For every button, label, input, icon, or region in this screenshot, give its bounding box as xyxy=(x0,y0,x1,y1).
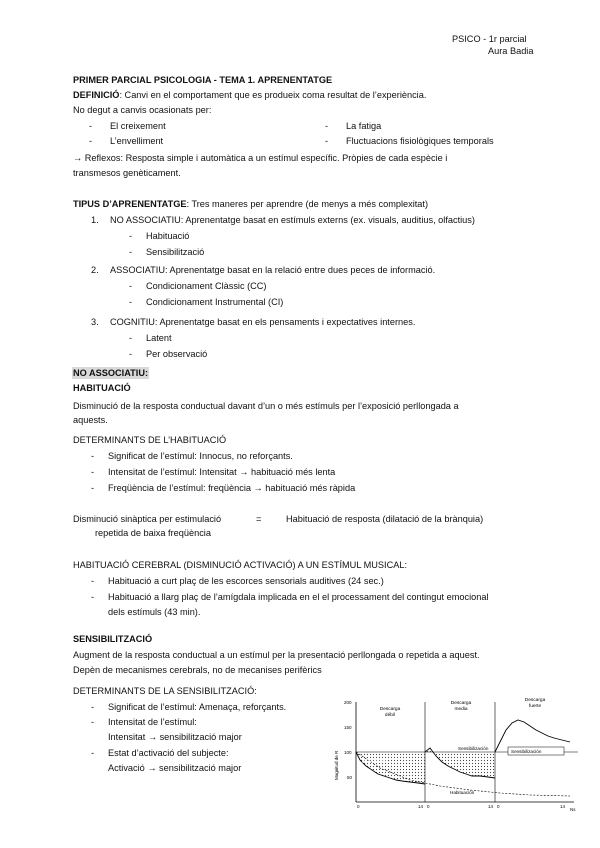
dash: - xyxy=(129,281,133,291)
habituation-area xyxy=(356,752,425,784)
type-name: NO ASSOCIATIU: xyxy=(110,215,184,225)
type-3 xyxy=(110,316,415,328)
y-ticks xyxy=(344,700,353,780)
type-number: 3. xyxy=(91,317,99,327)
list-item-cont: dels estímuls (43 min). xyxy=(108,607,201,617)
type-name: ASSOCIATIU: xyxy=(110,265,168,275)
list-item: El creixement xyxy=(110,121,166,131)
dash: - xyxy=(91,702,95,712)
list-item: Intensitat de l’estímul: xyxy=(108,717,197,727)
label-sensibilizacion: Sensibilización xyxy=(458,746,489,751)
x-tick: 0 xyxy=(497,804,500,809)
list-item: Intensitat de l’estímul: Intensitat → habituació més lenta xyxy=(108,467,336,477)
y-tick: 50 xyxy=(347,775,353,780)
y-axis-label: Magnitud de R xyxy=(334,750,339,780)
dash: - xyxy=(89,121,93,131)
header-author: Aura Badia xyxy=(488,46,534,56)
header-course: PSICO - 1r parcial xyxy=(452,34,527,44)
types-label: TIPUS D’APRENENTATGE xyxy=(73,199,187,209)
type-number: 2. xyxy=(91,265,99,275)
sensitization-title: SENSIBILITZACIÓ xyxy=(73,634,153,644)
sensitization-def-2: Depèn de mecanismes cerebrals, no de mecanises perifèrics xyxy=(73,665,322,675)
panel-labels xyxy=(380,697,546,718)
x-tick: 14 xyxy=(488,804,494,809)
type-desc: Aprenentatge basat en estímuls externs (ex. visuals, auditius, olfactius) xyxy=(183,215,475,225)
list-item: Condicionament Clàssic (CC) xyxy=(146,281,267,291)
no-assoc-heading: NO ASSOCIATIU: xyxy=(73,368,149,378)
label-habituacion-bottom: Habituación xyxy=(450,790,475,795)
list-item: Per observació xyxy=(146,349,208,359)
dash: - xyxy=(325,121,329,131)
list-item: La fatiga xyxy=(346,121,382,131)
synaptic-right: Habituació de resposta (dilatació de la brànquia) xyxy=(286,514,484,524)
habituation-def-1: Disminució de la resposta conductual davant d’un o més estímuls per l’exposició perllongada a xyxy=(73,401,459,411)
synaptic-left-2: repetida de baixa freqüència xyxy=(95,528,211,538)
x-tick: 0 xyxy=(427,804,430,809)
habituation-area xyxy=(425,748,495,778)
dash: - xyxy=(91,592,95,602)
label-sensibilizacion-box: Sensibilización xyxy=(511,749,542,754)
sens-determinants-title: DETERMINANTS DE LA SENSIBILITZACIÓ: xyxy=(73,686,257,696)
not-due-text: No degut a canvis ocasionats per: xyxy=(73,105,212,115)
type-2 xyxy=(110,264,435,276)
definition-label: DEFINICIÓ xyxy=(73,90,120,100)
equals-sign: = xyxy=(256,514,262,524)
panel-1-label: Descarga xyxy=(379,707,401,712)
definition-text: : Canvi en el comportament que es produeix coma resultat de l’experiència. xyxy=(119,90,427,100)
panel-3-label: fuerte xyxy=(528,704,542,709)
type-desc: Aprenentatge basat en els pensaments i expectatives internes. xyxy=(157,317,416,327)
list-item-cont: Intensitat → sensibilització major xyxy=(108,732,242,742)
list-item: Condicionament Instrumental (CI) xyxy=(146,297,284,307)
panel-3-label: Descarga xyxy=(524,698,546,703)
synaptic-left-1: Disminució sinàptica per estimulació xyxy=(73,514,222,524)
y-tick: 100 xyxy=(344,750,352,755)
x-ticks xyxy=(357,804,576,812)
panel-1-label: débil xyxy=(384,713,396,718)
list-item-cont: Activació → sensibilització major xyxy=(108,763,242,773)
sensitization-def-1: Augment de la resposta conductual a un estímul per la presentació perllongada o repetida a aquest. xyxy=(73,650,480,660)
list-item: Significat de l’estímul: Innocus, no reforçants. xyxy=(108,451,293,461)
list-item: L’envelliment xyxy=(110,136,164,146)
list-item: Freqüència de l’estímul: freqüència → habituació més ràpida xyxy=(108,483,356,493)
label-habituacion: Habituación xyxy=(362,759,387,764)
type-name: COGNITIU: xyxy=(110,317,158,327)
list-item: Latent xyxy=(146,333,172,343)
habituation-def-2: aquests. xyxy=(73,415,108,425)
dash: - xyxy=(91,717,95,727)
reflex-line-1: → Reflexos: Resposta simple i automàtica a un estímul específic. Pròpies de cada espècie i xyxy=(73,153,448,163)
dash: - xyxy=(129,231,133,241)
habituation-title: HABITUACIÓ xyxy=(73,383,131,393)
definition-line xyxy=(73,89,426,101)
list-item: Habituació a curt plaç de les escorces sensorials auditives (24 sec.) xyxy=(108,576,384,586)
types-intro: : Tres maneres per aprendre (de menys a més complexitat) xyxy=(186,199,429,209)
list-item: Sensibilització xyxy=(146,247,205,257)
x-tick: 14 xyxy=(560,804,566,809)
dash: - xyxy=(91,467,95,477)
type-desc: Aprenentatge basat en la relació entre dues peces de informació. xyxy=(167,265,436,275)
y-tick: 200 xyxy=(344,700,352,705)
hab-determinants-title: DETERMINANTS DE L’HABITUACIÓ xyxy=(73,435,227,445)
cerebral-title: HABITUACIÓ CEREBRAL (DISMINUCIÓ ACTIVACIÓ) A UN ESTÍMUL MUSICAL: xyxy=(73,560,408,570)
list-item: Habituació xyxy=(146,231,190,241)
y-tick: 150 xyxy=(344,725,352,730)
types-line xyxy=(73,198,428,210)
dash: - xyxy=(91,748,95,758)
list-item: Significat de l’estímul: Amenaça, reforçants. xyxy=(108,702,287,712)
type-1 xyxy=(110,214,475,226)
dash: - xyxy=(129,349,133,359)
page-title: PRIMER PARCIAL PSICOLOGIA - TEMA 1. APRENENTATGE xyxy=(73,75,333,85)
dash: - xyxy=(91,483,95,493)
dash: - xyxy=(91,576,95,586)
x-end-label: Ns xyxy=(570,807,576,812)
type-number: 1. xyxy=(91,215,99,225)
dash: - xyxy=(129,247,133,257)
panel-2-label: Descarga xyxy=(450,701,472,706)
panel-2-label: media xyxy=(454,707,468,712)
dash: - xyxy=(129,297,133,307)
dash: - xyxy=(91,451,95,461)
dash: - xyxy=(325,136,329,146)
list-item: Estat d’activació del subjecte: xyxy=(108,748,229,758)
habituation-sensitization-figure xyxy=(330,690,582,822)
dash: - xyxy=(89,136,93,146)
reflex-line-2: transmesos genèticament. xyxy=(73,168,181,178)
list-item: Habituació a llarg plaç de l’amígdala implicada en el el processament del contingut emocional xyxy=(108,592,489,602)
list-item: Fluctuacions fisiològiques temporals xyxy=(346,136,494,146)
x-tick: 14 xyxy=(418,804,424,809)
x-tick: 0 xyxy=(357,804,360,809)
dash: - xyxy=(129,333,133,343)
